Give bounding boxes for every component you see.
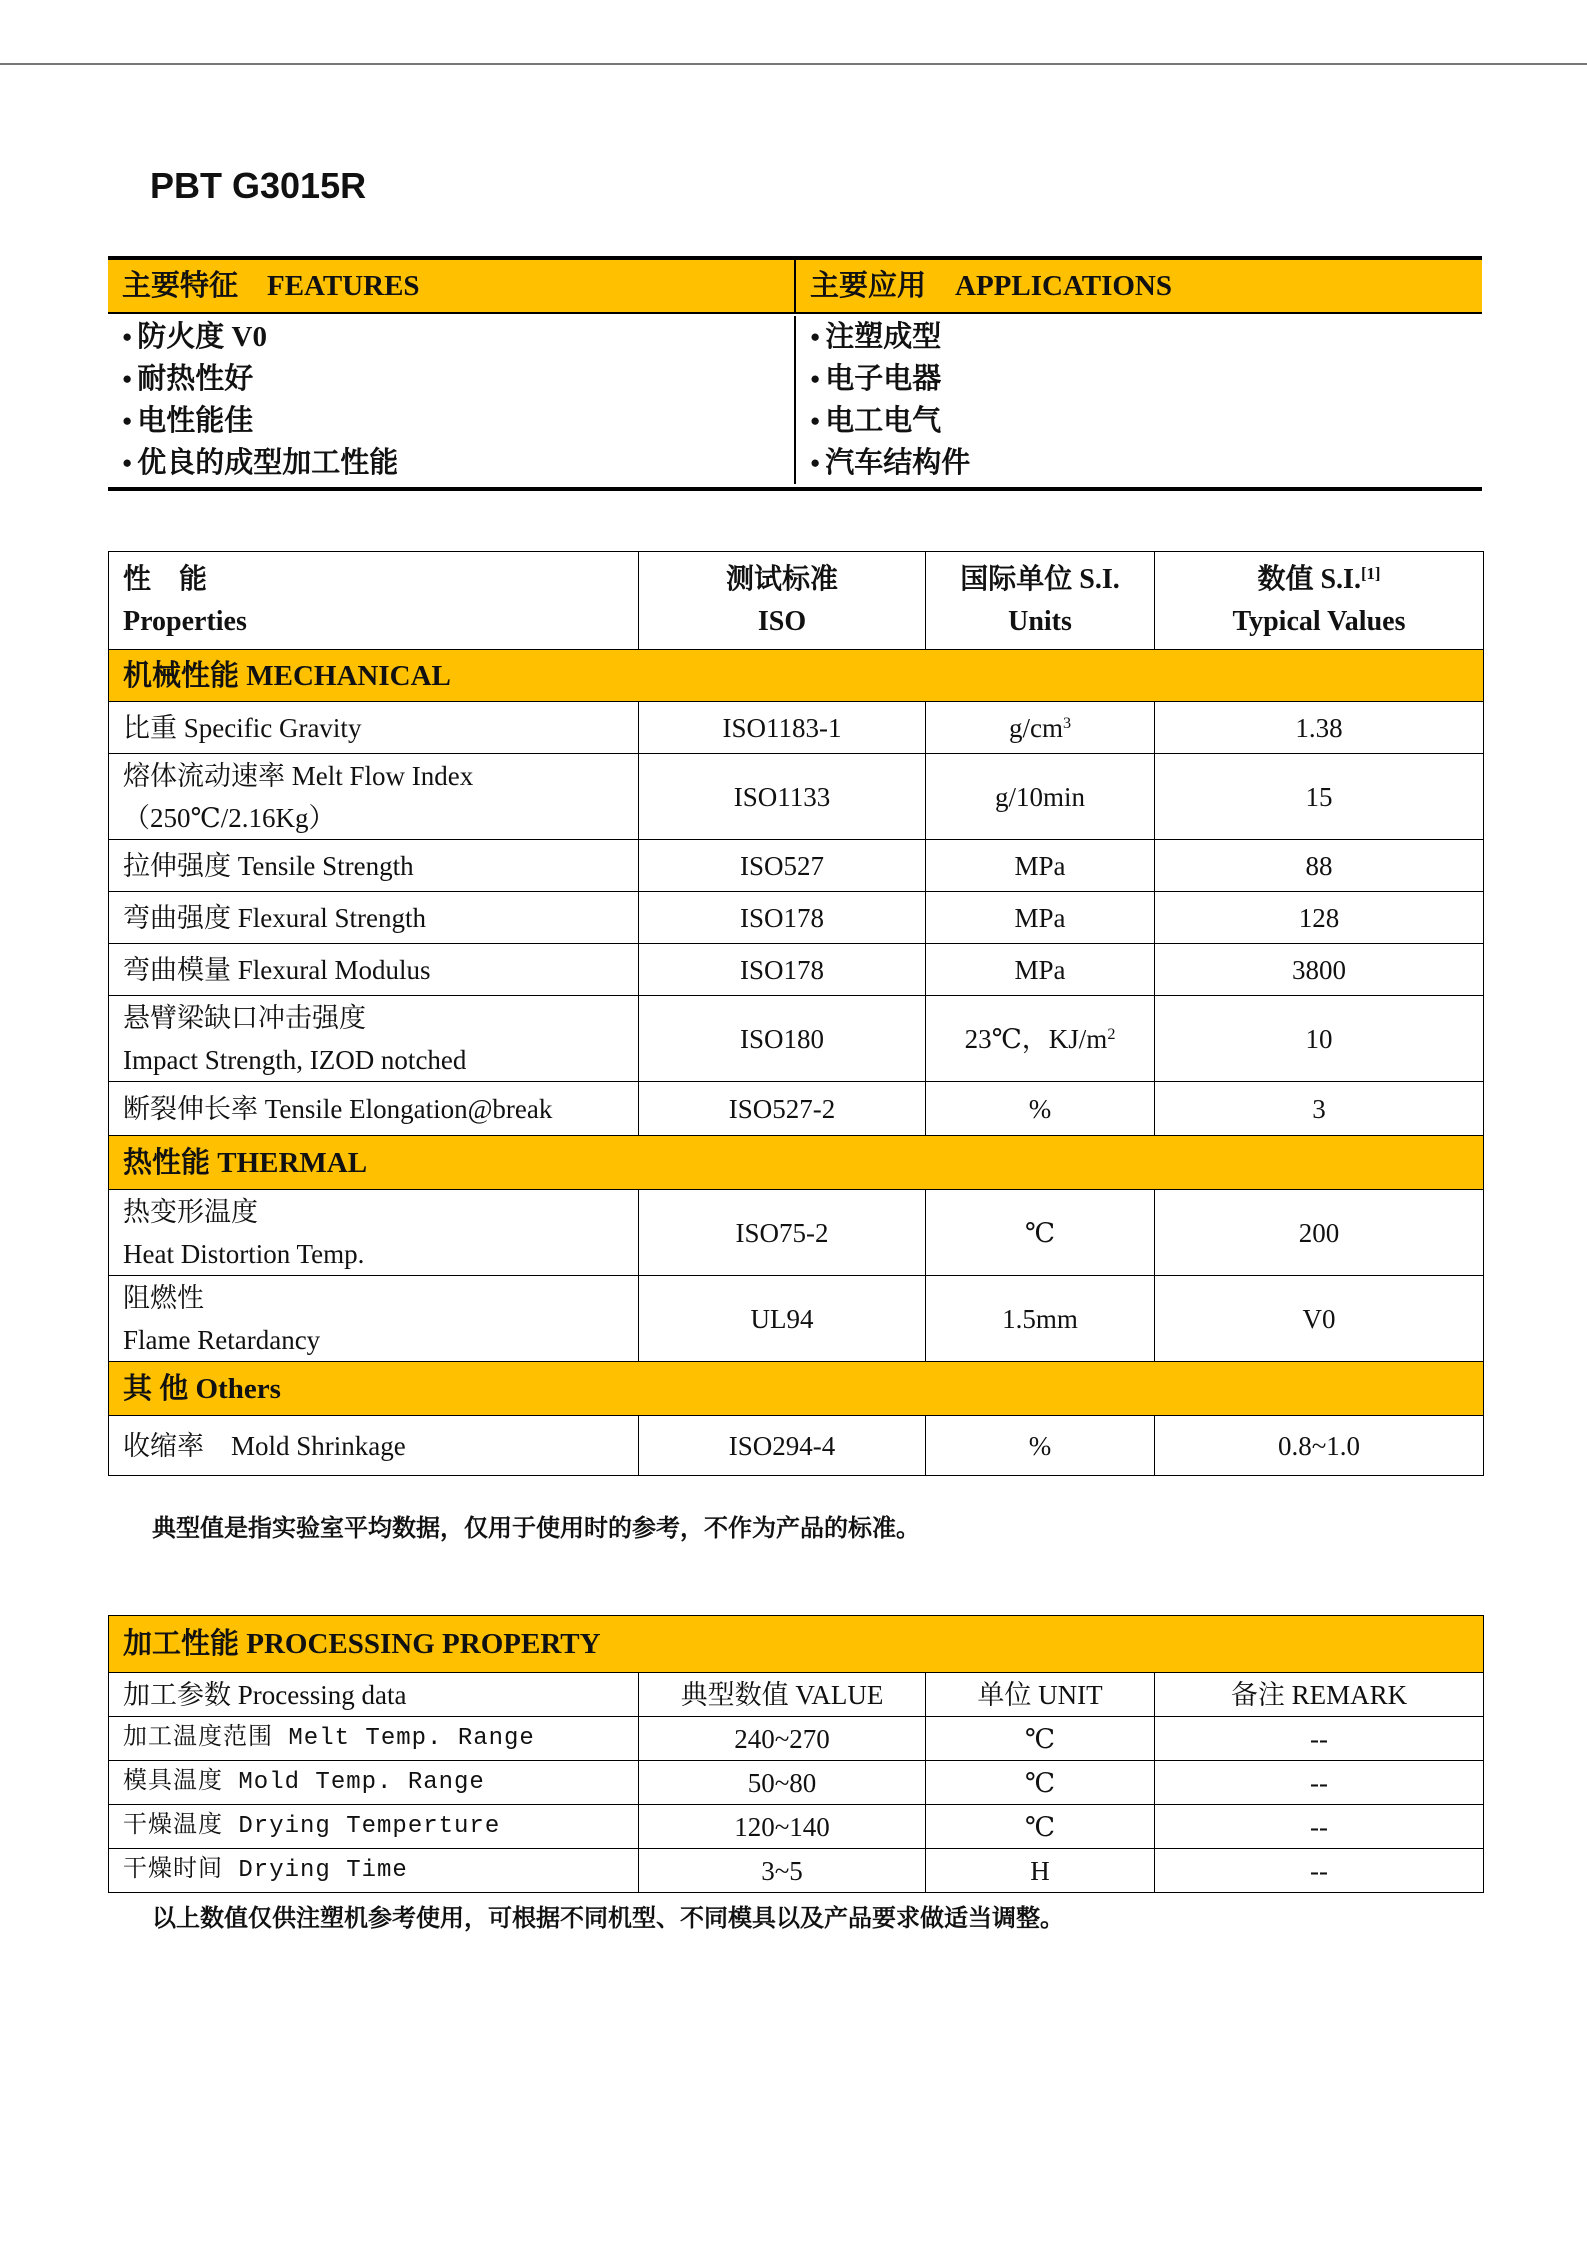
typical-value: 3800 <box>1155 944 1484 996</box>
unit: % <box>926 1082 1155 1136</box>
features-list <box>108 316 796 484</box>
test-standard: ISO527-2 <box>639 1082 926 1136</box>
section-thermal <box>109 1136 1484 1190</box>
process-remark: -- <box>1155 1849 1484 1893</box>
unit: ℃ <box>926 1190 1155 1276</box>
property-name: 悬臂梁缺口冲击强度 Impact Strength, IZOD notched <box>109 996 639 1082</box>
typical-value: 200 <box>1155 1190 1484 1276</box>
application-item: ● 电子电器 <box>810 358 1482 400</box>
application-item: ● 汽车结构件 <box>810 442 1482 484</box>
process-unit: H <box>926 1849 1155 1893</box>
process-param: 加工温度范围 Melt Temp. Range <box>109 1717 639 1761</box>
table-row <box>109 1805 1484 1849</box>
property-name: 熔体流动速率 Melt Flow Index （250℃/2.16Kg） <box>109 754 639 840</box>
section-title: 加工性能 PROCESSING PROPERTY <box>109 1616 1484 1673</box>
unit-column-header: 单位 UNIT <box>926 1673 1155 1717</box>
unit: MPa <box>926 892 1155 944</box>
typical-value: 128 <box>1155 892 1484 944</box>
table-row <box>109 840 1484 892</box>
property-name: 拉伸强度 Tensile Strength <box>109 840 639 892</box>
table-row <box>109 702 1484 754</box>
process-remark: -- <box>1155 1761 1484 1805</box>
typical-value: 1.38 <box>1155 702 1484 754</box>
test-standard: ISO527 <box>639 840 926 892</box>
features-applications-block <box>108 256 1482 491</box>
table-row <box>109 944 1484 996</box>
property-name: 弯曲模量 Flexural Modulus <box>109 944 639 996</box>
properties-table <box>108 551 1484 1476</box>
standard-column-header: 测试标准 ISO <box>639 552 926 650</box>
application-item: ● 注塑成型 <box>810 316 1482 358</box>
section-title: 机械性能 MECHANICAL <box>109 650 1484 702</box>
test-standard: ISO1133 <box>639 754 926 840</box>
property-name: 收缩率 Mold Shrinkage <box>109 1416 639 1476</box>
feature-item: ● 优良的成型加工性能 <box>122 442 794 484</box>
table-row <box>109 996 1484 1082</box>
property-name: 断裂伸长率 Tensile Elongation@break <box>109 1082 639 1136</box>
table-row <box>109 1761 1484 1805</box>
process-value: 240~270 <box>639 1717 926 1761</box>
typical-value: 10 <box>1155 996 1484 1082</box>
process-remark: -- <box>1155 1717 1484 1761</box>
processing-note: 以上数值仅供注塑机参考使用，可根据不同机型、不同模具以及产品要求做适当调整。 <box>152 1906 1064 1932</box>
features-applications-body <box>108 314 1482 487</box>
table-row <box>109 1276 1484 1362</box>
unit: 1.5mm <box>926 1276 1155 1362</box>
typical-value: 0.8~1.0 <box>1155 1416 1484 1476</box>
property-column-header: 性 能 Properties <box>109 552 639 650</box>
process-unit: ℃ <box>926 1761 1155 1805</box>
value-column-header: 典型数值 VALUE <box>639 1673 926 1717</box>
table-row <box>109 1849 1484 1893</box>
process-param: 干燥温度 Drying Temperture <box>109 1805 639 1849</box>
top-rule <box>0 63 1587 65</box>
properties-header-row <box>109 552 1484 650</box>
unit: g/10min <box>926 754 1155 840</box>
unit-column-header: 国际单位 S.I. Units <box>926 552 1155 650</box>
section-title: 热性能 THERMAL <box>109 1136 1484 1190</box>
process-param: 干燥时间 Drying Time <box>109 1849 639 1893</box>
process-param: 模具温度 Mold Temp. Range <box>109 1761 639 1805</box>
processing-table <box>108 1615 1484 1893</box>
process-value: 50~80 <box>639 1761 926 1805</box>
unit: 23℃，$KJ/m^2$ <box>926 996 1155 1082</box>
test-standard: ISO178 <box>639 892 926 944</box>
property-name: 比重 Specific Gravity <box>109 702 639 754</box>
section-mechanical <box>109 650 1484 702</box>
table-row <box>109 754 1484 840</box>
remark-column-header: 备注 REMARK <box>1155 1673 1484 1717</box>
table-row <box>109 1717 1484 1761</box>
test-standard: UL94 <box>639 1276 926 1362</box>
test-standard: ISO180 <box>639 996 926 1082</box>
processing-header-row <box>109 1673 1484 1717</box>
feature-item: ● 防火度 V0 <box>122 316 794 358</box>
test-standard: ISO178 <box>639 944 926 996</box>
typical-value: 88 <box>1155 840 1484 892</box>
feature-item: ● 电性能佳 <box>122 400 794 442</box>
param-column-header: 加工参数 Processing data <box>109 1673 639 1717</box>
typical-value: 15 <box>1155 754 1484 840</box>
test-standard: ISO75-2 <box>639 1190 926 1276</box>
process-value: 3~5 <box>639 1849 926 1893</box>
processing-title-row <box>109 1616 1484 1673</box>
page-title: PBT G3015R <box>150 165 367 206</box>
process-value: 120~140 <box>639 1805 926 1849</box>
table-row <box>109 892 1484 944</box>
feature-item: ● 耐热性好 <box>122 358 794 400</box>
property-name: 弯曲强度 Flexural Strength <box>109 892 639 944</box>
typical-values-note: 典型值是指实验室平均数据，仅用于使用时的参考，不作为产品的标准。 <box>152 1516 920 1542</box>
section-others <box>109 1362 1484 1416</box>
unit: % <box>926 1416 1155 1476</box>
property-name: 热变形温度 Heat Distortion Temp. <box>109 1190 639 1276</box>
value-column-header: 数值 S.I.[1] Typical Values <box>1155 552 1484 650</box>
process-unit: ℃ <box>926 1717 1155 1761</box>
table-row <box>109 1416 1484 1476</box>
property-name: 阻燃性 Flame Retardancy <box>109 1276 639 1362</box>
typical-value: V0 <box>1155 1276 1484 1362</box>
test-standard: ISO294-4 <box>639 1416 926 1476</box>
typical-value: 3 <box>1155 1082 1484 1136</box>
application-item: ● 电工电气 <box>810 400 1482 442</box>
applications-header: 主要应用 APPLICATIONS <box>810 270 1172 302</box>
process-unit: ℃ <box>926 1805 1155 1849</box>
process-remark: -- <box>1155 1805 1484 1849</box>
test-standard: ISO1183-1 <box>639 702 926 754</box>
table-row <box>109 1190 1484 1276</box>
features-applications-header <box>108 260 1482 314</box>
unit: MPa <box>926 944 1155 996</box>
table-row <box>109 1082 1484 1136</box>
unit: $g/cm^3$ <box>926 702 1155 754</box>
section-title: 其 他 Others <box>109 1362 1484 1416</box>
applications-list <box>796 316 1482 484</box>
features-header: 主要特征 FEATURES <box>108 260 796 312</box>
unit: MPa <box>926 840 1155 892</box>
